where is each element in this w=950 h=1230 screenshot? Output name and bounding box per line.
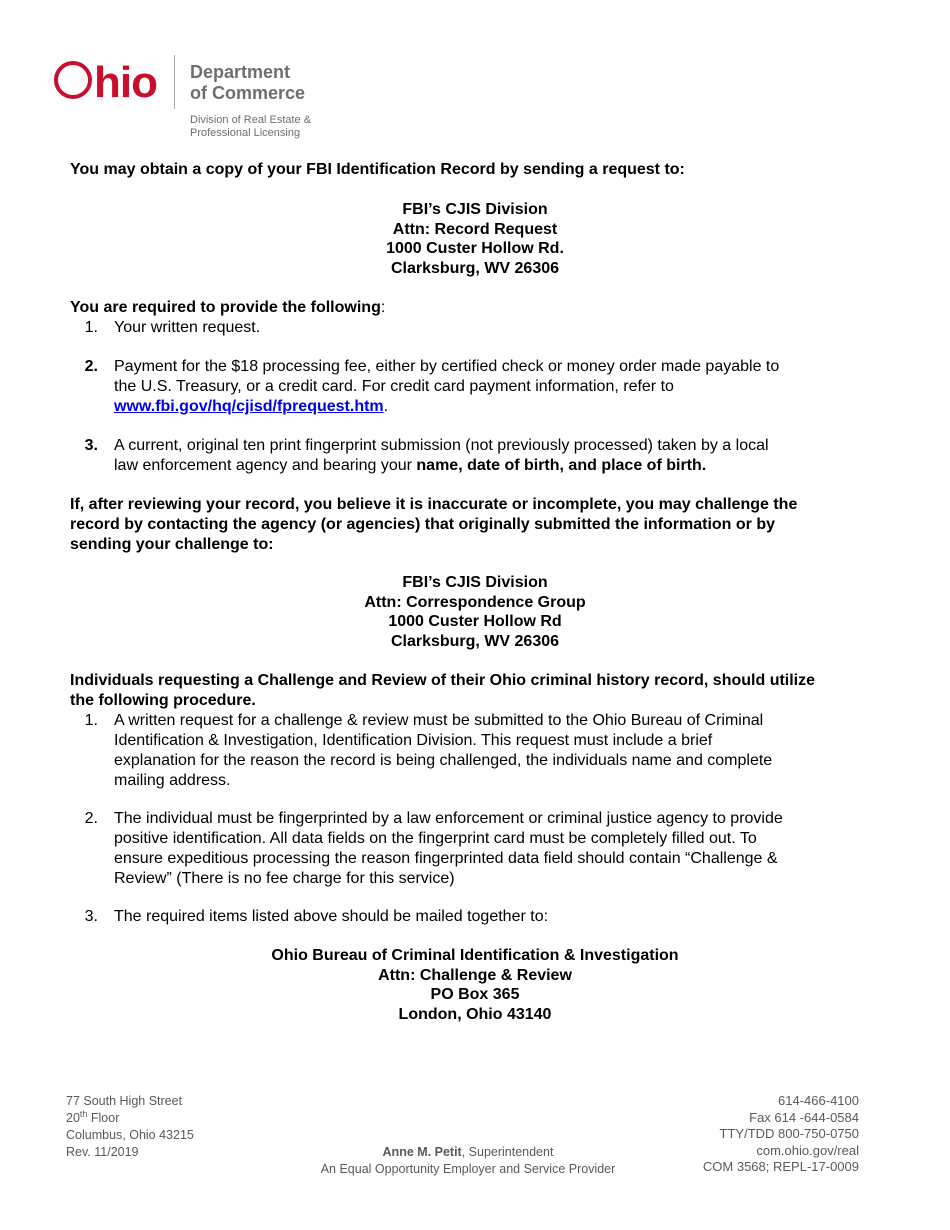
address-line: PO Box 365: [430, 986, 520, 1003]
link-period: .: [383, 398, 389, 415]
heading-line: Individuals requesting a Challenge and Review of their Ohio criminal history record, should utilize: [70, 672, 816, 689]
required-heading-text: You are required to provide the following: [70, 299, 381, 316]
list-line: [114, 456, 894, 476]
list-line-plain: law enforcement agency and bearing your: [114, 457, 417, 474]
list-line: the U.S. Treasury, or a credit card. For credit card payment information, refer to: [114, 378, 674, 395]
ohio-logo-text: hio: [94, 58, 157, 107]
fbi-record-request-address: [0, 200, 950, 278]
list-number: 2.: [84, 358, 98, 375]
list-line-bold: name, date of birth, and place of birth.: [416, 457, 707, 474]
floor-suffix: th: [79, 1108, 88, 1119]
challenge-paragraph: [70, 495, 890, 555]
fbi-correspondence-address: [0, 573, 950, 651]
division-line1: Division of Real Estate &: [190, 114, 312, 126]
list-text: [114, 711, 894, 791]
superintendent-title: , Superintendent: [461, 1145, 554, 1159]
list-line: Review” (There is no fee charge for this service): [114, 870, 455, 887]
list-number: 3.: [84, 908, 98, 925]
address-line: FBI’s CJIS Division: [402, 574, 548, 591]
address-line: Attn: Challenge & Review: [378, 966, 572, 984]
address-line: 1000 Custer Hollow Rd.: [386, 240, 564, 257]
list-text: [114, 809, 894, 889]
ohio-bci-address: [0, 946, 950, 1024]
department-line2: of Commerce: [190, 83, 306, 103]
tty-number: TTY/TDD 800-750-0750: [719, 1126, 859, 1141]
department-name: [190, 62, 305, 104]
paragraph-line: sending your challenge to:: [70, 536, 274, 553]
list-line: positive identification. All data fields on the fingerprint card must be completely filled out. To: [114, 830, 757, 847]
division-line2: Professional Licensing: [190, 126, 301, 139]
intro-text: You may obtain a copy of your FBI Identification Record by sending a request to:: [70, 161, 685, 178]
ohio-logo: [54, 58, 157, 108]
division-name: [190, 114, 311, 139]
address-line: London, Ohio 43140: [398, 1005, 552, 1023]
list-text: The required items listed above should be mailed together to:: [114, 908, 549, 925]
list-item: [70, 318, 890, 338]
list-number: 3.: [84, 437, 98, 454]
list-item: [70, 436, 890, 476]
address-line: 1000 Custer Hollow Rd: [388, 613, 562, 630]
address-line: FBI’s CJIS Division: [402, 201, 548, 218]
list-line: mailing address.: [114, 772, 231, 789]
list-line: The individual must be fingerprinted by a law enforcement or criminal justice agency to provide: [114, 810, 783, 827]
department-line1: Department: [190, 62, 291, 82]
list-item: [70, 711, 890, 791]
list-line: Identification & Investigation, Identification Division. This request must include a brief: [114, 732, 713, 749]
list-item: [70, 357, 890, 417]
list-line: explanation for the reason the record is being challenged, the individuals name and complete: [114, 752, 773, 769]
logo-divider: [174, 55, 175, 109]
fbi-fprequest-link[interactable]: www.fbi.gov/hq/cjisd/fprequest.htm: [114, 398, 384, 415]
floor-label: Floor: [87, 1111, 120, 1125]
list-item: [70, 809, 890, 889]
paragraph-line: If, after reviewing your record, you believe it is inaccurate or incomplete, you may challenge the: [70, 496, 798, 513]
revision-date: Rev. 11/2019: [66, 1145, 139, 1159]
website-text: com.ohio.gov/real: [756, 1142, 859, 1158]
equal-opportunity-text: An Equal Opportunity Employer and Service Provider: [320, 1162, 616, 1176]
list-text: [114, 357, 894, 417]
footer-line: [66, 1110, 194, 1127]
required-heading: [70, 298, 385, 318]
list-item: [70, 907, 890, 927]
list-line: A written request for a challenge & review must be submitted to the Ohio Bureau of Criminal: [114, 712, 764, 729]
list-line: [114, 397, 894, 417]
paragraph-line: record by contacting the agency (or agencies) that originally submitted the information or by: [70, 516, 775, 533]
address-line: Ohio Bureau of Criminal Identification & Investigation: [271, 947, 679, 964]
list-number: 1.: [84, 319, 98, 336]
list-number: 2.: [84, 810, 98, 827]
footer-line: Columbus, Ohio 43215: [66, 1128, 194, 1142]
list-line: A current, original ten print fingerprint submission (not previously processed) taken by a local: [114, 437, 769, 454]
heading-line: the following procedure.: [70, 692, 256, 709]
address-line: Attn: Correspondence Group: [364, 593, 586, 611]
list-line: ensure expeditious processing the reason fingerprinted data field should contain “Challenge &: [114, 850, 778, 867]
address-line: Clarksburg, WV 26306: [390, 259, 560, 277]
list-line: Payment for the $18 processing fee, either by certified check or money order made payable to: [114, 358, 780, 375]
fax-number: Fax 614 -644-0584: [749, 1109, 859, 1125]
footer-line: 77 South High Street: [66, 1094, 183, 1108]
list-number: 1.: [84, 712, 98, 729]
ohio-challenge-heading: [70, 671, 890, 711]
phone-number: 614-466-4100: [778, 1093, 859, 1108]
address-line: Clarksburg, WV 26306: [390, 632, 560, 650]
address-line: Attn: Record Request: [392, 220, 558, 238]
floor-number: 20: [66, 1111, 80, 1125]
list-text: Your written request.: [114, 319, 261, 336]
footer-contact: [703, 1093, 859, 1176]
required-heading-colon: :: [380, 299, 386, 316]
superintendent-name: Anne M. Petit: [382, 1145, 462, 1159]
list-text: [114, 436, 894, 476]
form-number: COM 3568; REPL-17-0009: [702, 1159, 859, 1174]
ohio-logo-o-icon: [54, 61, 92, 99]
